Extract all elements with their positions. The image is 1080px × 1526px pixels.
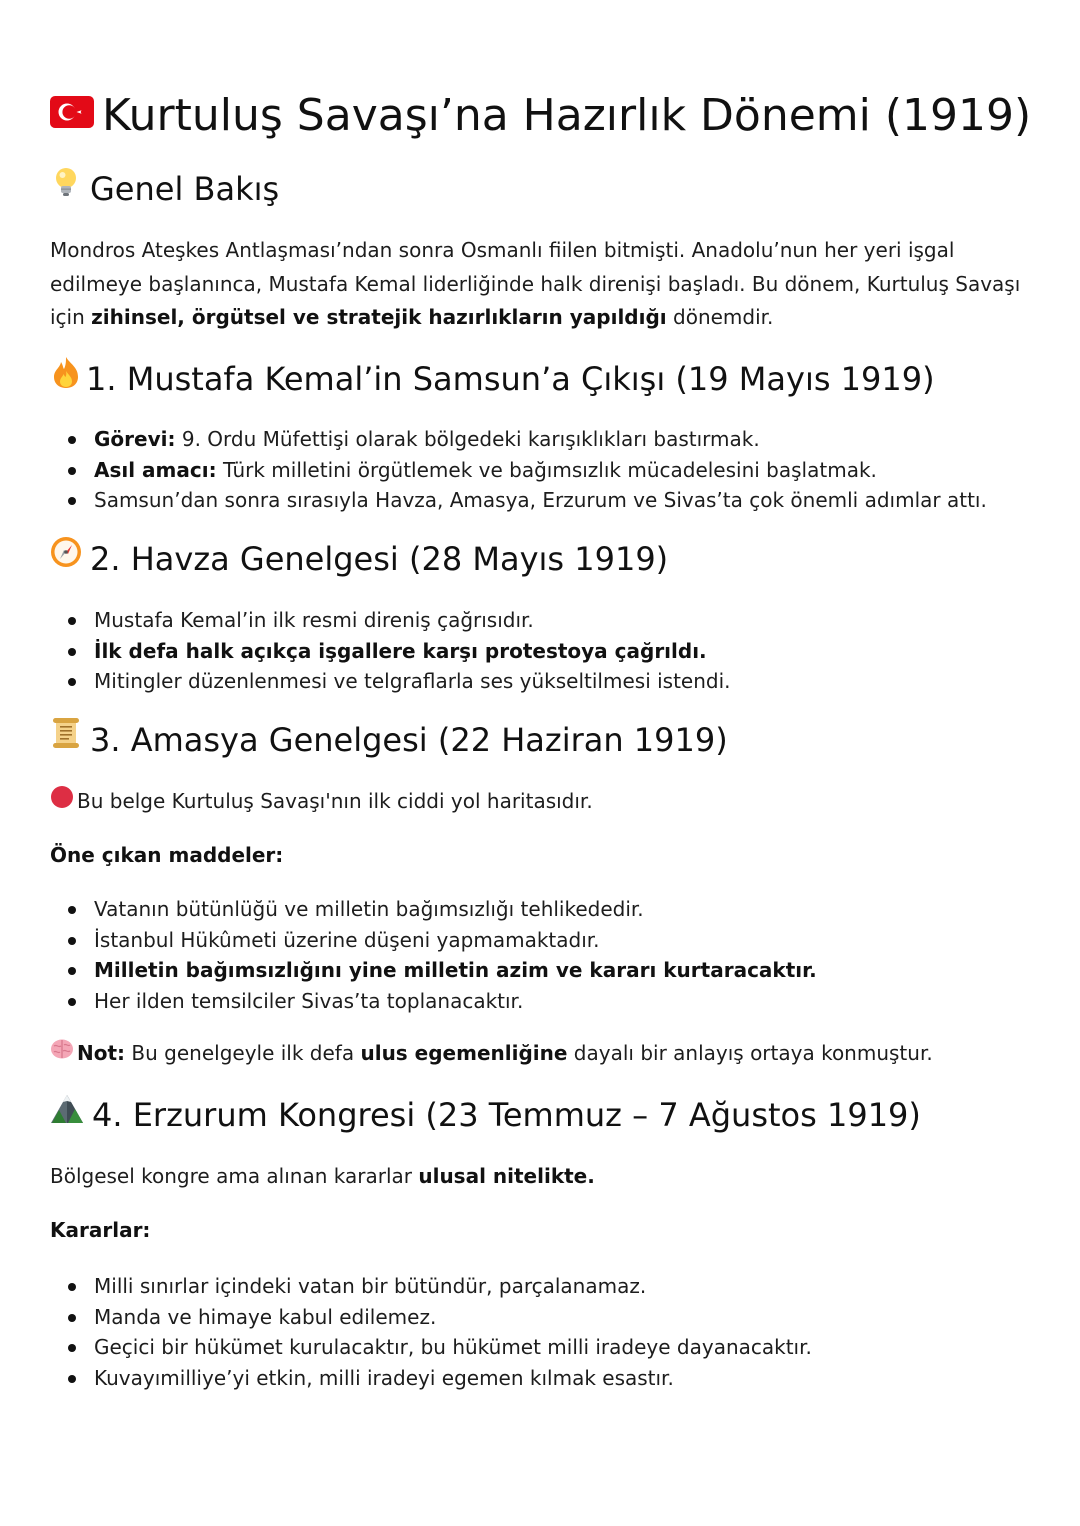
note-label: Not: <box>77 1041 126 1065</box>
lightbulb-icon <box>50 165 82 209</box>
list-item <box>50 1302 1030 1333</box>
havza-heading-text: 2. Havza Genelgesi (28 Mayıs 1919) <box>90 540 669 578</box>
list-item-text: Geçici bir hükümet kurulacaktır, bu hükümet milli iradeye dayanacaktır. <box>94 1335 812 1360</box>
list-item-text: Mitingler düzenlenmesi ve telgraflarla ses yükseltilmesi istendi. <box>94 669 731 694</box>
amasya-intro <box>50 786 593 819</box>
list-item-text: İstanbul Hükûmeti üzerine düşeni yapmamaktadır. <box>94 927 600 952</box>
note-text: Bu genelgeyle ilk defa <box>125 1041 361 1065</box>
overview-bold-text: zihinsel, örgütsel ve stratejik hazırlıkların yapıldığı <box>91 305 667 329</box>
list-item <box>50 424 1030 455</box>
list-item-text: Türk milletini örgütlemek ve bağımsızlık mücadelesini başlatmak. <box>216 457 877 482</box>
turkish-flag-icon <box>50 86 94 142</box>
overview-text: Mondros Ateşkes Antlaşması’ndan sonra Osmanlı fiilen bitmişti. Anadolu’nun her yeri işgal edilmeye başlanınca, Mustafa Kemal liderliğinde halk direnişi başladı. Bu dönem, Kurtuluş Savaşı için <box>50 238 1021 329</box>
erzurum-list <box>50 1271 1030 1393</box>
list-item <box>50 1271 1030 1302</box>
compass-icon <box>50 536 82 578</box>
erzurum-intro-bold: ulusal nitelikte. <box>418 1164 595 1188</box>
list-item-text: Vatanın bütünlüğü ve milletin bağımsızlığı tehlikededir. <box>94 897 644 921</box>
page-title <box>50 88 1031 146</box>
list-item <box>50 1332 1030 1363</box>
list-item-text: Manda ve himaye kabul edilemez. <box>94 1304 437 1329</box>
list-item-text: Samsun’dan sonra sırasıyla Havza, Amasya, Erzurum ve Sivas’ta çok önemli adımlar attı. <box>94 488 987 513</box>
list-item <box>50 636 1030 667</box>
amasya-intro-text: Bu belge Kurtuluş Savaşı'nın ilk ciddi yol haritasıdır. <box>77 789 593 813</box>
red-circle-icon <box>50 785 74 817</box>
list-item <box>50 986 1030 1017</box>
list-item <box>50 925 1030 956</box>
list-item-bold: Milletin bağımsızlığını yine milletin azim ve kararı kurtaracaktır. <box>94 958 817 983</box>
fire-icon <box>50 355 82 399</box>
erzurum-intro-text: Bölgesel kongre ama alınan kararlar <box>50 1164 419 1188</box>
note-bold-text: ulus egemenliğine <box>360 1041 568 1065</box>
list-item <box>50 666 1030 697</box>
list-item <box>50 605 1030 636</box>
list-item-text: Mustafa Kemal’in ilk resmi direniş çağrısıdır. <box>94 608 534 632</box>
havza-heading <box>50 538 668 582</box>
list-item <box>50 455 1030 486</box>
samsun-list <box>50 424 1030 516</box>
erzurum-heading-text: 4. Erzurum Kongresi (23 Temmuz – 7 Ağustos 1919) <box>92 1096 921 1134</box>
brain-icon <box>50 1038 74 1068</box>
amasya-list <box>50 894 1030 1016</box>
amasya-label: Öne çıkan maddeler: <box>50 843 284 867</box>
scroll-icon <box>50 716 82 760</box>
samsun-heading-text: 1. Mustafa Kemal’in Samsun’a Çıkışı (19 Mayıs 1919) <box>86 360 935 398</box>
amasya-heading-text: 3. Amasya Genelgesi (22 Haziran 1919) <box>90 721 728 759</box>
list-item-text: Kuvayımilliye’yi etkin, milli iradeyi egemen kılmak esastır. <box>94 1365 674 1390</box>
list-item <box>50 1363 1030 1394</box>
erzurum-label: Kararlar: <box>50 1218 151 1242</box>
note-text-end: dayalı bir anlayış ortaya konmuştur. <box>567 1041 933 1065</box>
erzurum-heading <box>50 1094 921 1138</box>
overview-heading <box>50 168 279 213</box>
list-item-bold: Görevi: <box>94 427 176 451</box>
erzurum-intro <box>50 1161 595 1191</box>
samsun-heading <box>50 358 935 403</box>
list-item <box>50 485 1030 516</box>
list-item <box>50 894 1030 925</box>
amasya-heading <box>50 719 728 764</box>
mountain-icon <box>50 1092 84 1134</box>
havza-list <box>50 605 1030 697</box>
overview-paragraph <box>50 234 1025 335</box>
list-item-text: Milli sınırlar içindeki vatan bir bütündür, parçalanamaz. <box>94 1274 647 1298</box>
list-item-bold: İlk defa halk açıkça işgallere karşı protestoya çağrıldı. <box>94 638 707 663</box>
amasya-note <box>50 1038 933 1070</box>
page-title-text: Kurtuluş Savaşı’na Hazırlık Dönemi (1919) <box>102 90 1032 141</box>
list-item <box>50 955 1030 986</box>
list-item-text: Her ilden temsilciler Sivas’ta toplanacaktır. <box>94 988 524 1013</box>
list-item-bold: Asıl amacı: <box>94 457 217 482</box>
overview-text-end: dönemdir. <box>666 305 774 329</box>
list-item-text: 9. Ordu Müfettişi olarak bölgedeki karışıklıkları bastırmak. <box>175 427 760 451</box>
overview-heading-text: Genel Bakış <box>90 170 280 208</box>
